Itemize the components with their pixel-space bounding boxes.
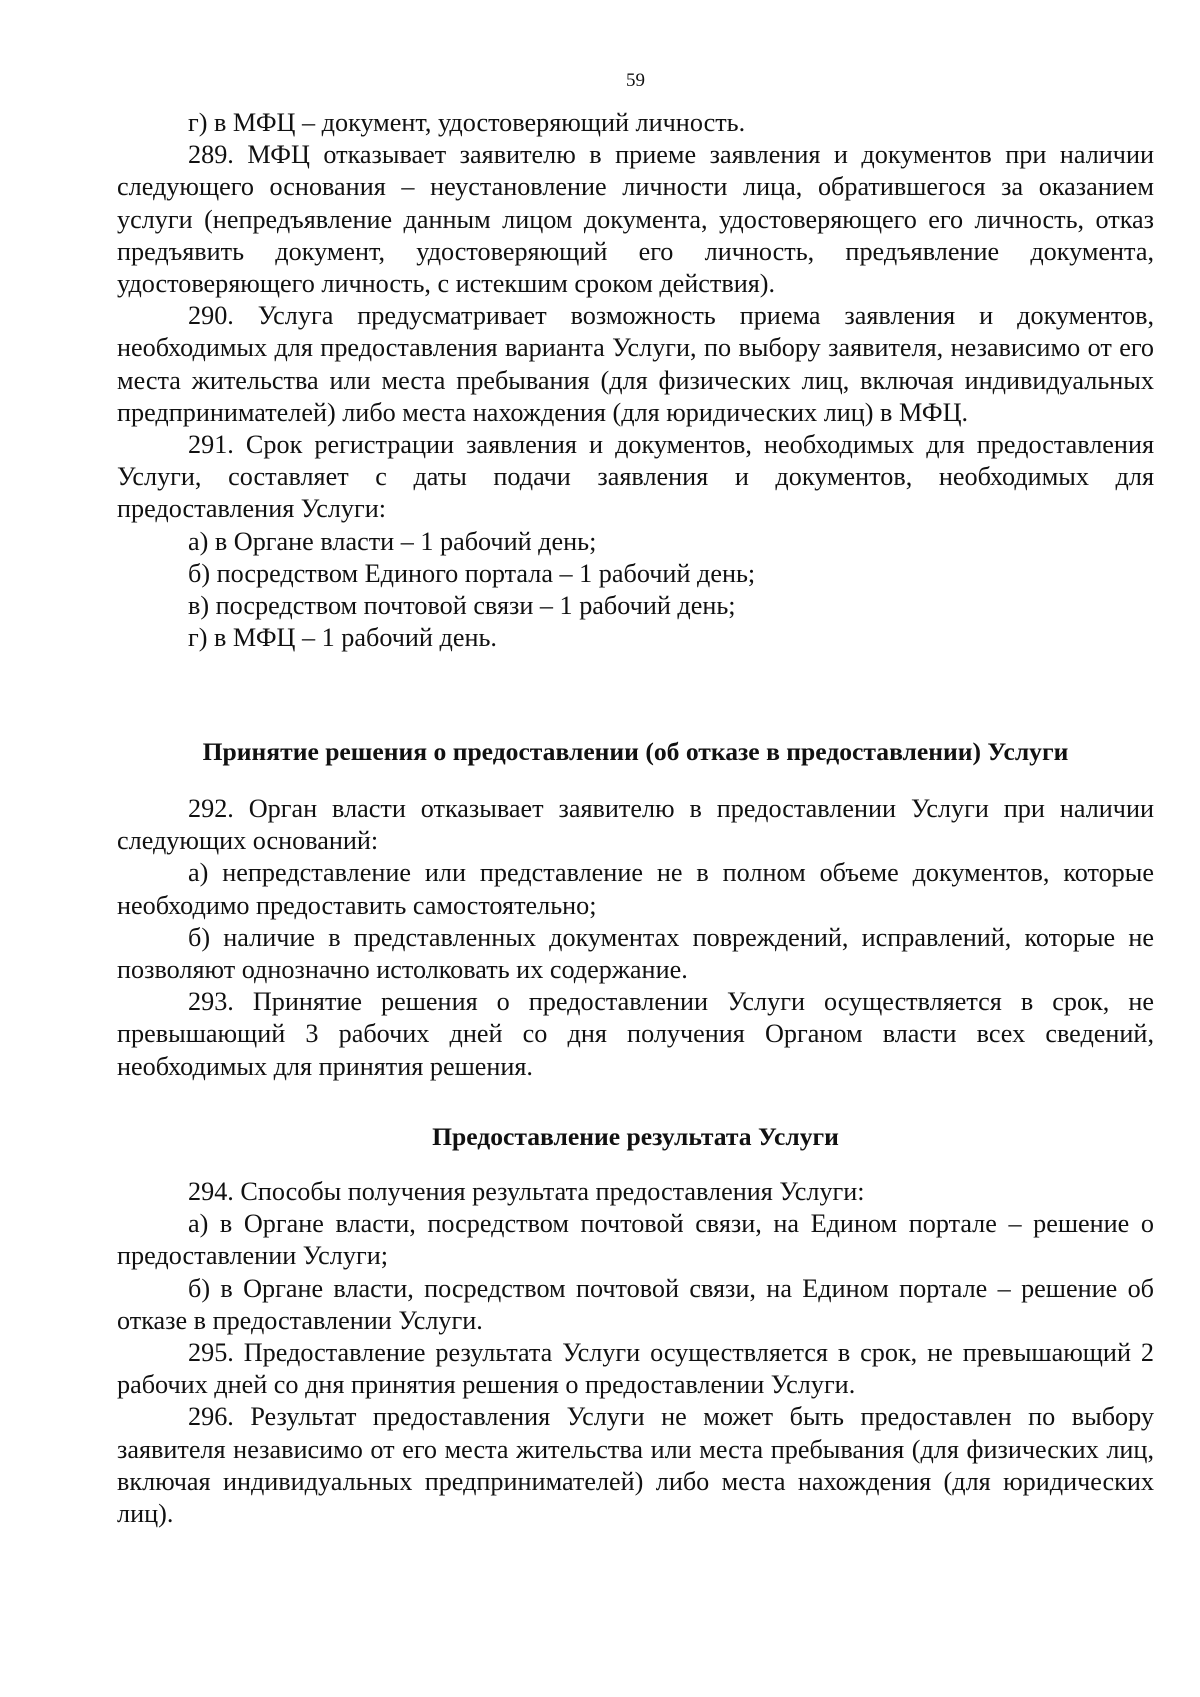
section-body-3	[117, 1176, 1154, 1530]
paragraph-291: 291. Срок регистрации заявления и документов, необходимых для предоставления Услуги, составляет с даты подачи заявления и документов, необходимых для предоставления Услуги:	[117, 430, 1154, 524]
page-number: 59	[626, 70, 645, 91]
list-item-a: а) непредставление или представление не в полном объеме документов, которые необходимо предоставить самостоятельно;	[117, 858, 1154, 920]
section-body-2	[117, 793, 1154, 1083]
section-body-1	[117, 107, 1154, 654]
section-heading-result: Предоставление результата Услуги	[432, 1122, 839, 1151]
list-item-b: б) в Органе власти, посредством почтовой связи, на Едином портале – решение об отказе в предоставлении Услуги.	[117, 1273, 1154, 1335]
section-heading-decision-wrap	[117, 736, 1154, 768]
list-item-b: б) наличие в представленных документах повреждений, исправлений, которые не позволяют однозначно истолковать их содержание.	[117, 922, 1154, 985]
list-item-v: в) посредством почтовой связи – 1 рабочий день;	[188, 591, 736, 621]
paragraph-290: 290. Услуга предусматривает возможность приема заявления и документов, необходимых для предоставления варианта Услуги, по выбору заявителя, независимо от его места жительства или места пребывания (для физических лиц, включая индивидуальных предпринимателей) либо места нахождения (для юридических лиц) в МФЦ.	[117, 301, 1154, 427]
paragraph-294: 294. Способы получения результата предоставления Услуги:	[188, 1177, 865, 1206]
paragraph-292: 292. Орган власти отказывает заявителю в предоставлении Услуги при наличии следующих оснований:	[117, 794, 1154, 856]
paragraph-item-g-mfc: г) в МФЦ – документ, удостоверяющий личность.	[188, 108, 746, 137]
paragraph-296: 296. Результат предоставления Услуги не может быть предоставлен по выбору заявителя независимо от его места жительства или места пребывания (для физических лиц, включая индивидуальных предпринимателей) либо места нахождения (для юридических лиц).	[117, 1402, 1154, 1529]
list-item-g: г) в МФЦ – 1 рабочий день.	[188, 623, 497, 653]
list-item-a: а) в Органе власти – 1 рабочий день;	[188, 526, 597, 556]
paragraph-289: 289. МФЦ отказывает заявителю в приеме заявления и документов при наличии следующего основания – неустановление личности лица, обратившегося за оказанием услуги (непредъявление данным лицом документа, удостоверяющего его личность, отказ предъявить документ, удостоверяющий его личность, предъявление документа, удостоверяющего личность, с истекшим сроком действия).	[117, 140, 1154, 299]
paragraph-295: 295. Предоставление результата Услуги осуществляется в срок, не превышающий 2 рабочих дней со дня принятия решения о предоставлении Услуги.	[117, 1338, 1154, 1400]
section-heading-result-wrap	[117, 1121, 1154, 1153]
section-heading-decision: Принятие решения о предоставлении (об отказе в предоставлении) Услуги	[202, 737, 1069, 766]
list-item-a: а) в Органе власти, посредством почтовой связи, на Едином портале – решение о предоставлении Услуги;	[117, 1209, 1154, 1271]
list-item-b: б) посредством Единого портала – 1 рабочий день;	[188, 558, 756, 588]
paragraph-293: 293. Принятие решения о предоставлении Услуги осуществляется в срок, не превышающий 3 рабочих дней со дня получения Органом власти всех сведений, необходимых для принятия решения.	[117, 987, 1154, 1081]
